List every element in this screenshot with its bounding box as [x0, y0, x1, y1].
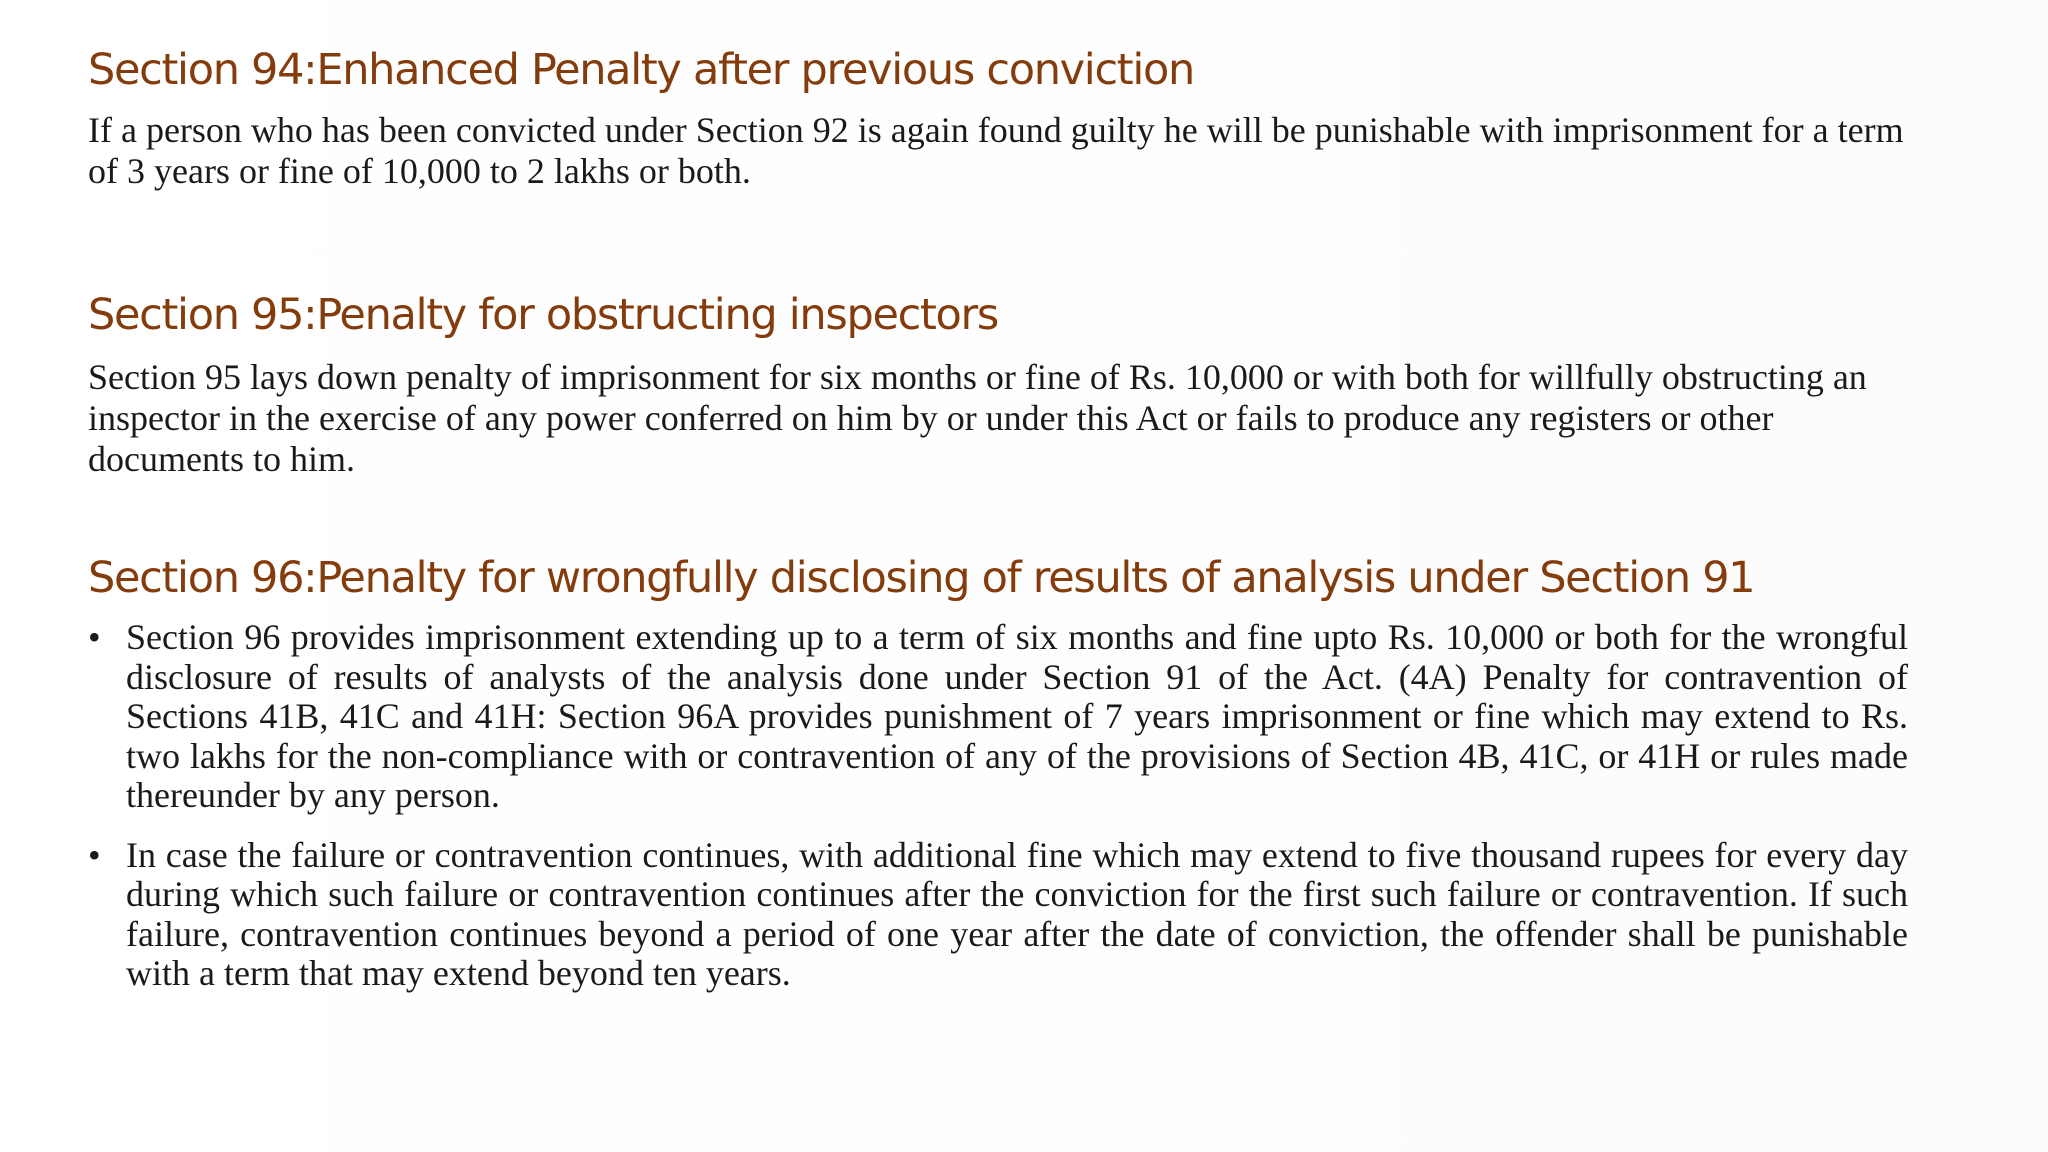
bullet-text: Section 96 provides imprisonment extending up to a term of six months and fine upto Rs. 10,000 or both for the wrongful disclosure of results of analysts of the analysis done under Section 91 of the Act. (4A) Penalty for contravention of Sections 41B, 41C and 41H: Section 96A provides punishment of 7 years imprisonment or fine which may extend to Rs. two lakhs for the non-compliance with or contravention of any of the provisions of Section 4B, 41C, or 41H or rules made thereunder by any person. [126, 617, 1908, 815]
section-94-heading: Section 94:Enhanced Penalty after previous conviction [88, 45, 1194, 95]
section-95-heading: Section 95:Penalty for obstructing inspectors [88, 290, 999, 340]
bullet-item [88, 618, 1908, 816]
bullet-text: In case the failure or contravention continues, with additional fine which may extend to five thousand rupees for every day during which such failure or contravention continues after the conviction for the first such failure or contravention. If such failure, contravention continues beyond a period of one year after the date of conviction, the offender shall be punishable with a term that may extend beyond ten years. [126, 834, 1908, 993]
bullet-icon: • [88, 617, 101, 657]
section-94-body: If a person who has been convicted under Section 92 is again found guilty he will be punishable with imprisonment for a term of 3 years or fine of 10,000 to 2 lakhs or both. [88, 110, 1904, 191]
section-96-bullet-list [88, 618, 1908, 994]
section-96-heading: Section 96:Penalty for wrongfully disclosing of results of analysis under Section 91 [88, 553, 1755, 603]
section-96 [88, 552, 1908, 994]
bullet-icon: • [88, 834, 101, 875]
section-95 [88, 289, 1928, 480]
section-95-body: Section 95 lays down penalty of imprisonment for six months or fine of Rs. 10,000 or with both for willfully obstructing an inspector in the exercise of any power conferred on him by or under this Act or fails to produce any registers or other documents to him. [88, 357, 1867, 479]
bullet-item [88, 836, 1908, 994]
section-94 [88, 44, 1928, 192]
